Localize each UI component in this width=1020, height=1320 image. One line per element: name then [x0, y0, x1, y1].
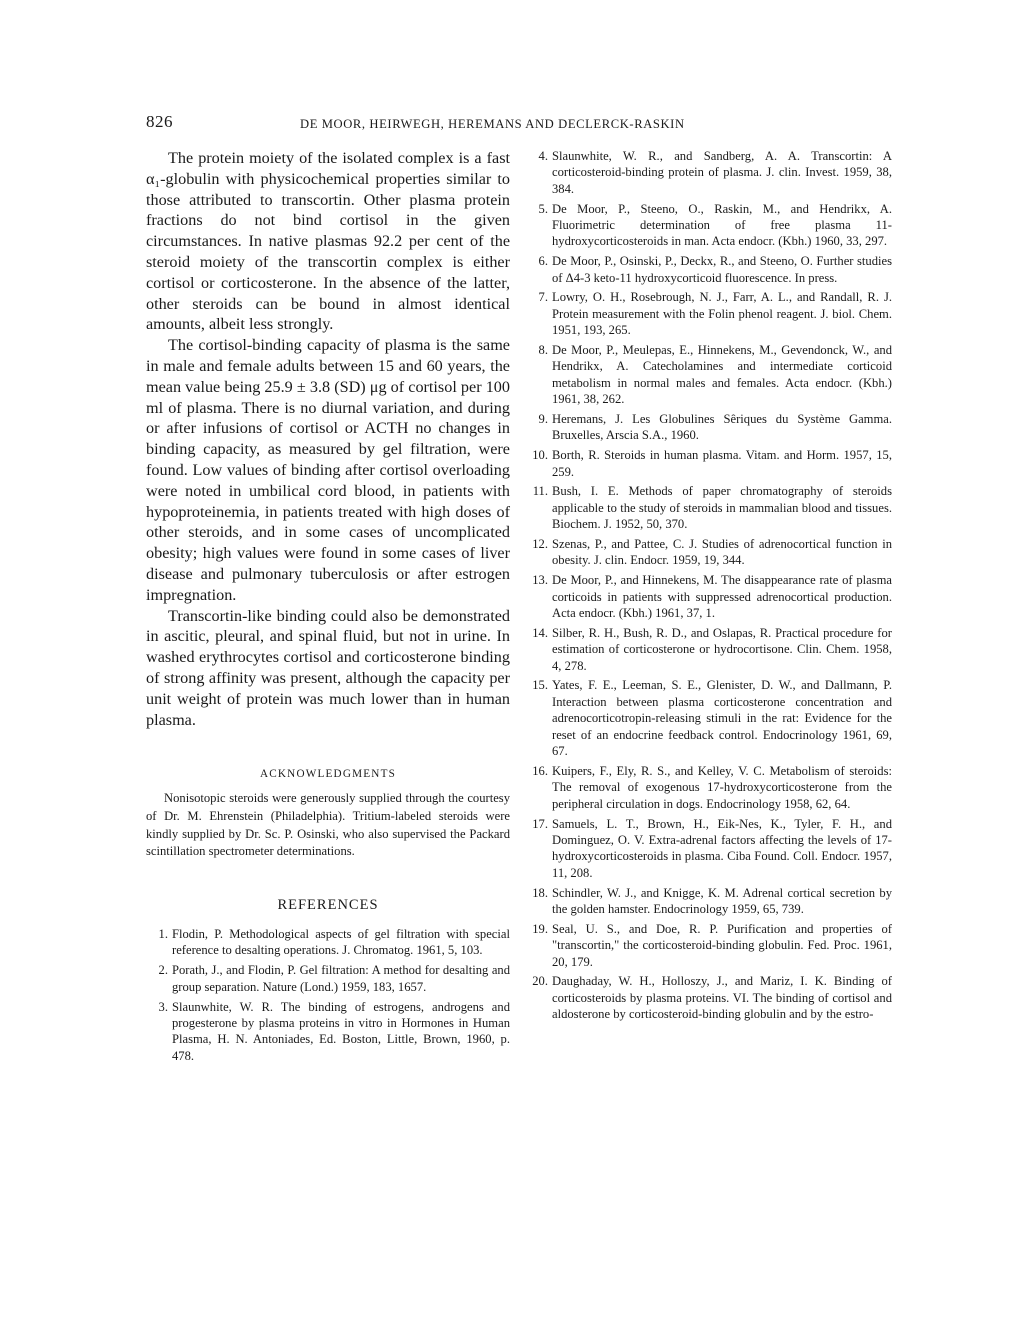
reference-number: 11.: [532, 484, 548, 499]
reference-number: 4.: [538, 149, 548, 163]
reference-item: [528, 973, 892, 1022]
reference-text: Schindler, W. J., and Knigge, K. M. Adrenal cortical secretion by the golden hamster. Endocrinology 1959, 65, 739.: [552, 885, 892, 916]
reference-text: Porath, J., and Flodin, P. Gel filtration: A method for desalting and group separation. Nature (Lond.) 1959, 183, 1657.: [172, 963, 510, 994]
reference-text: Kuipers, F., Ely, R. S., and Kelley, V. C. Metabolism of steroids: The removal of exogenous 17-hydroxycorticosterone from the peripheral circulation in dogs. Endocrinology 1958, 62, 64.: [552, 763, 892, 811]
reference-item: [528, 572, 892, 621]
reference-item: [528, 885, 892, 918]
reference-item: [146, 926, 510, 959]
reference-item: [528, 625, 892, 674]
reference-text: Heremans, J. Les Globulines Sêriques du Système Gamma. Bruxelles, Arscia S.A., 1960.: [552, 412, 892, 443]
reference-text: De Moor, P., Steeno, O., Raskin, M., and Hendrikx, A. Fluorimetric determination of free plasma 11-hydroxycorticosteroids in man. Acta endocr. (Kbh.) 1960, 33, 297.: [552, 201, 892, 249]
reference-number: 15.: [532, 678, 548, 693]
reference-number: 14.: [532, 625, 548, 640]
reference-text: Slaunwhite, W. R., and Sandberg, A. A. Transcortin: A corticosteroid-binding protein of plasma. J. clin. Invest. 1959, 38, 384.: [552, 149, 892, 196]
reference-number: 16.: [532, 763, 548, 778]
reference-item: [528, 289, 892, 338]
reference-item: [528, 763, 892, 812]
reference-list-right: [528, 148, 892, 1023]
reference-text: Silber, R. H., Bush, R. D., and Oslapas, R. Practical procedure for estimation of corticosterone or hydrocortisone. Clin. Chem. 1958, 4, 278.: [552, 625, 892, 673]
reference-number: 18.: [532, 885, 548, 900]
reference-number: 10.: [532, 448, 548, 463]
reference-item: [528, 483, 892, 532]
reference-number: 13.: [532, 573, 548, 588]
reference-number: 3.: [158, 999, 168, 1014]
reference-item: [528, 816, 892, 882]
reference-text: De Moor, P., and Hinnekens, M. The disappearance rate of plasma corticoids in patients with suppressed adrenocortical production. Acta endocr. (Kbh.) 1961, 37, 1.: [552, 573, 892, 621]
right-column: [528, 148, 892, 1026]
reference-item: [528, 536, 892, 569]
reference-item: [528, 921, 892, 970]
reference-number: 8.: [538, 343, 548, 358]
body-paragraph: The cortisol-binding capacity of plasma is the same in male and female adults between 15 and 60 years, the mean value being 25.9 ± 3.8 (SD) μg of cortisol per 100 ml of plasma. There is no diurnal variation, and during or after infusions of cortisol or ACTH no changes in binding capacity, as measured by gel filtration, were found. Low values of binding after cortisol overloading were noted in umbilical cord blood, in patients with hypoproteinemia, in patients treated with high doses of other steroids, and in some cases of uncomplicated obesity; high values were found in some cases of liver disease and pulmonary tuberculosis or after estrogen impregnation.: [146, 336, 510, 604]
reference-number: 17.: [532, 816, 548, 831]
left-column: [146, 148, 510, 1068]
reference-text: Flodin, P. Methodological aspects of gel filtration with special reference to desalting operations. J. Chromatog. 1961, 5, 103.: [172, 926, 510, 958]
reference-number: 19.: [532, 921, 548, 936]
reference-text: Slaunwhite, W. R. The binding of estrogens, androgens and progesterone by plasma proteins in vitro in Hormones in Human Plasma, H. N. Antoniades, Ed. Boston, Little, Brown, 1960, p. 478.: [172, 999, 510, 1063]
reference-list-left: [146, 926, 510, 1064]
reference-item: [146, 999, 510, 1065]
reference-item: [528, 447, 892, 480]
reference-text: Bush, I. E. Methods of paper chromatography of steroids applicable to the study of steroids in mammalian blood and tissues. Biochem. J. 1952, 50, 370.: [552, 484, 892, 532]
reference-text: Szenas, P., and Pattee, C. J. Studies of adrenocortical function in obesity. J. clin. Endocr. 1959, 19, 344.: [552, 537, 892, 568]
reference-text: Yates, F. E., Leeman, S. E., Glenister, D. W., and Dallmann, P. Interaction between plasma corticosterone concentration and adrenocorticotropin-releasing stimuli in the rat: Evidence for the reset of an endocrine feedback control. Endocrinology 1961, 69, 67.: [552, 678, 892, 759]
references-heading: REFERENCES: [277, 896, 379, 913]
reference-text: Seal, U. S., and Doe, R. P. Purification and properties of "transcortin," the corticosteroid-binding globulin. Fed. Proc. 1961, 20, 179.: [552, 921, 892, 969]
reference-item: [528, 148, 892, 197]
acknowledgments-text: Nonisotopic steroids were generously supplied through the courtesy of Dr. M. Ehrenstein (Philadelphia). Tritium-labeled steroids were kindly supplied by Dr. Sc. P. Osinski, who also supervised the Packard scintillation spectrometer determinations.: [146, 791, 510, 859]
reference-text: Samuels, L. T., Brown, H., Eik-Nes, K., Tyler, F. H., and Dominguez, O. V. Extra-adrenal factors affecting the levels of 17-hydroxycorticosteroids in plasma. Ciba Found. Coll. Endocr. 1957, 11, 208.: [552, 816, 892, 880]
reference-item: [528, 342, 892, 408]
reference-number: 1.: [158, 926, 168, 941]
reference-number: 2.: [158, 963, 168, 978]
reference-text: Lowry, O. H., Rosebrough, N. J., Farr, A. L., and Randall, R. J. Protein measurement with the Folin phenol reagent. J. biol. Chem. 1951, 193, 265.: [552, 290, 892, 338]
reference-item: [528, 201, 892, 250]
reference-text: Borth, R. Steroids in human plasma. Vitam. and Horm. 1957, 15, 259.: [552, 448, 892, 479]
body-paragraph: Transcortin-like binding could also be demonstrated in ascitic, pleural, and spinal fluid, but not in urine. In washed erythrocytes cortisol and corticosterone binding of strong affinity was present, although the capacity per unit weight of protein was much lower than in human plasma.: [146, 606, 510, 729]
reference-text: Daughaday, W. H., Holloszy, J., and Mariz, I. K. Binding of corticosteroids by plasma proteins. VI. The binding of cortisol and aldosterone by corticosteroid-binding globulin and by the estro-: [552, 974, 892, 1022]
page-number: 826: [146, 112, 173, 131]
reference-item: [528, 677, 892, 759]
acknowledgments-heading: ACKNOWLEDGMENTS: [259, 768, 397, 781]
reference-item: [528, 253, 892, 286]
reference-number: 12.: [532, 537, 548, 552]
reference-item: [528, 411, 892, 444]
reference-number: 7.: [538, 290, 548, 305]
reference-number: 20.: [532, 974, 548, 989]
reference-number: 5.: [538, 201, 548, 216]
reference-text: De Moor, P., Meulepas, E., Hinnekens, M., Gevendonck, W., and Hendrikx, A. Catecholamines and intermediate corticoid metabolism in normal males and females. Acta endocr. (Kbh.) 1961, 38, 262.: [552, 343, 892, 407]
body-paragraph: The protein moiety of the isolated complex is a fast α₁-globulin with physicochemical properties similar to those attributed to transcortin. Other plasma protein fractions do not bind cortisol in the given circumstances. In native plasmas 92.2 per cent of the steroid moiety of the transcortin complex is either cortisol or corticosterone. In the absence of the latter, other steroids can be bound in almost identical amounts, albeit less strongly.: [146, 149, 510, 334]
reference-number: 9.: [538, 412, 548, 427]
reference-text: De Moor, P., Osinski, P., Deckx, R., and Steeno, O. Further studies of Δ4-3 keto-11 hydroxycorticoid fluorescence. In press.: [552, 254, 892, 285]
reference-number: 6.: [538, 254, 548, 269]
reference-item: [146, 962, 510, 995]
running-head: DE MOOR, HEIRWEGH, HEREMANS AND DECLERCK-RASKIN: [300, 117, 685, 131]
